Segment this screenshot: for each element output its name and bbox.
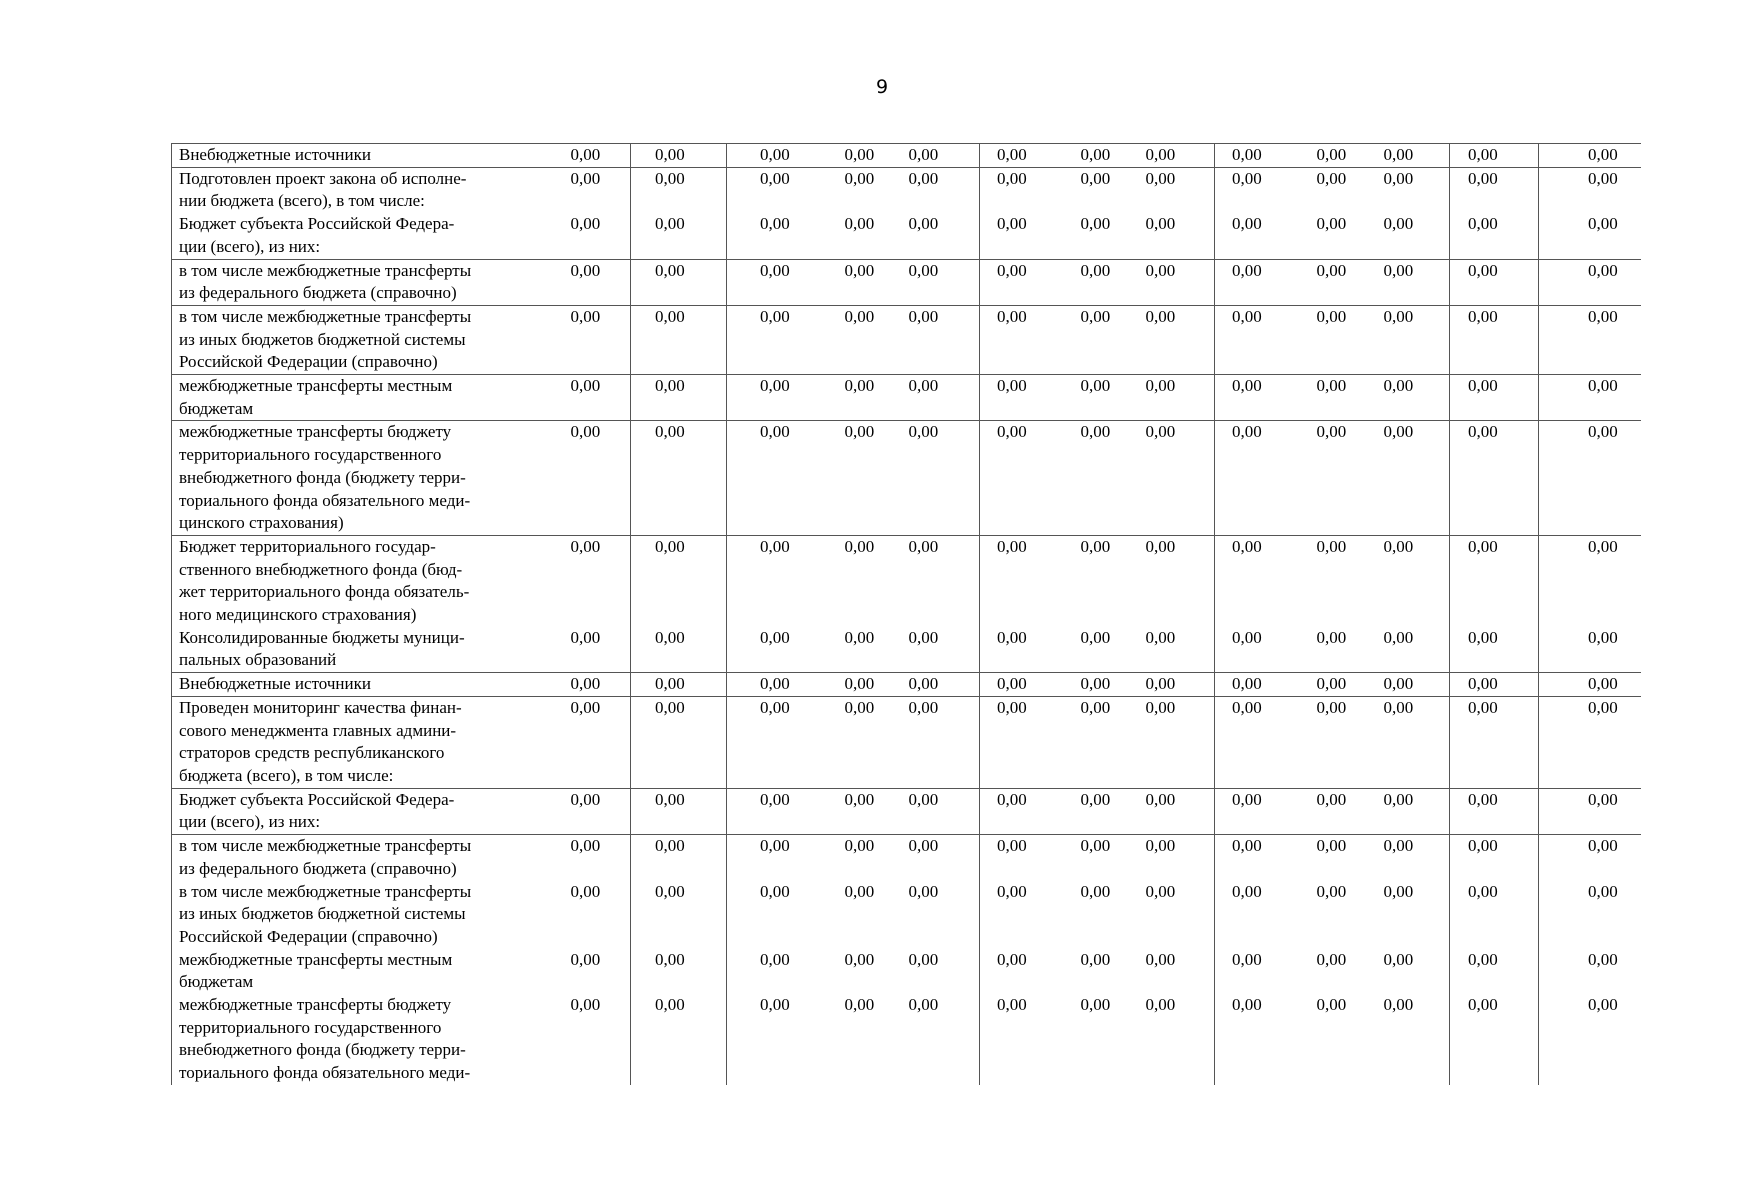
value-cell: 0,00	[1450, 167, 1539, 213]
value-cell: 0,00	[900, 421, 980, 536]
value-cell: 0,00	[570, 881, 601, 901]
value-cell: 0,00	[1372, 375, 1450, 421]
value-cell: 0,00	[631, 375, 727, 421]
value-cell: 0,00	[1539, 213, 1641, 259]
value-cell: 0,00	[570, 627, 601, 647]
value-cell: 0,00	[980, 144, 1059, 168]
table-row	[172, 835, 1641, 881]
value-cell: 0,00	[1539, 696, 1641, 788]
value-cell: 0,00	[727, 213, 823, 259]
value-cell: 0,00	[727, 259, 823, 305]
value-cell: 0,00	[1136, 259, 1215, 305]
value-cell: 0,00	[535, 421, 631, 536]
value-cell: 0,00	[535, 673, 631, 697]
value-cell: 0,00	[1372, 535, 1450, 626]
value-cell: 0,00	[727, 535, 823, 626]
value-cell: 0,00	[1539, 375, 1641, 421]
value-cell: 0,00	[1316, 881, 1347, 901]
value-cell: 0,00	[980, 167, 1059, 213]
value-cell: 0,00	[1372, 673, 1450, 697]
value-cell: 0,00	[1145, 949, 1176, 969]
value-cell: 0,00	[844, 949, 875, 969]
value-cell: 0,00	[823, 167, 900, 213]
value-cell: 0,00	[535, 535, 631, 626]
value-cell: 0,00	[980, 994, 1059, 1085]
value-cell: 0,00	[1215, 213, 1294, 259]
value-cell: 0,00	[1136, 696, 1215, 788]
value-cell: 0,00	[631, 994, 727, 1085]
value-cell: 0,00	[1383, 627, 1414, 647]
value-cell: 0,00	[1215, 788, 1294, 834]
value-cell: 0,00	[1215, 259, 1294, 305]
value-cell: 0,00	[1080, 881, 1111, 901]
value-cell: 0,00	[1450, 627, 1539, 673]
value-cell: 0,00	[1294, 167, 1372, 213]
value-cell: 0,00	[1294, 835, 1372, 881]
value-cell: 0,00	[1136, 673, 1215, 697]
table-row	[172, 421, 1641, 536]
value-cell: 0,00	[1294, 305, 1372, 374]
value-cell: 0,00	[1372, 259, 1450, 305]
value-cell: 0,00	[1450, 788, 1539, 834]
value-cell: 0,00	[1215, 994, 1294, 1085]
value-cell: 0,00	[727, 881, 823, 949]
value-cell: 0,00	[1215, 881, 1294, 949]
value-cell: 0,00	[727, 673, 823, 697]
value-cell: 0,00	[980, 696, 1059, 788]
value-cell: 0,00	[823, 144, 900, 168]
value-cell: 0,00	[1450, 994, 1539, 1085]
value-cell: 0,00	[823, 696, 900, 788]
value-cell: 0,00	[1316, 949, 1347, 969]
value-cell: 0,00	[900, 788, 980, 834]
value-cell: 0,00	[535, 696, 631, 788]
value-cell: 0,00	[1372, 696, 1450, 788]
value-cell: 0,00	[980, 949, 1059, 994]
value-cell: 0,00	[727, 305, 823, 374]
page-number: 9	[875, 76, 889, 98]
value-cell: 0,00	[1539, 673, 1641, 697]
value-cell: 0,00	[1539, 167, 1641, 213]
value-cell: 0,00	[727, 696, 823, 788]
value-cell: 0,00	[1539, 627, 1641, 673]
value-cell: 0,00	[727, 949, 823, 994]
value-cell: 0,00	[1215, 535, 1294, 626]
value-cell: 0,00	[1539, 949, 1641, 994]
row-label: Проведен мониторинг качества финан- сового менеджмента главных админи- страторов средств республиканского бюджета (всего), в том числе:	[172, 696, 535, 788]
value-cell: 0,00	[1136, 788, 1215, 834]
table-row	[172, 167, 1641, 213]
value-cell: 0,00	[631, 213, 727, 259]
value-cell: 0,00	[1294, 788, 1372, 834]
value-cell: 0,00	[908, 949, 939, 969]
value-cell: 0,00	[1136, 305, 1215, 374]
value-cell: 0,00	[1539, 421, 1641, 536]
value-cell: 0,00	[823, 421, 900, 536]
value-cell: 0,00	[1316, 995, 1347, 1015]
value-cell: 0,00	[1145, 995, 1176, 1015]
value-cell: 0,00	[631, 305, 727, 374]
value-cell: 0,00	[1059, 259, 1136, 305]
value-cell: 0,00	[823, 788, 900, 834]
budget-table	[171, 143, 1641, 1085]
row-label: межбюджетные трансферты бюджету территориального государственного внебюджетного фонда (бюджету терри- ториального фонда обязательного меди-	[172, 994, 535, 1085]
row-label: в том числе межбюджетные трансферты из федерального бюджета (справочно)	[172, 259, 535, 305]
table-row	[172, 696, 1641, 788]
value-cell: 0,00	[1383, 949, 1414, 969]
value-cell: 0,00	[1450, 305, 1539, 374]
value-cell: 0,00	[1215, 167, 1294, 213]
value-cell: 0,00	[823, 375, 900, 421]
value-cell: 0,00	[1450, 421, 1539, 536]
table-row	[172, 375, 1641, 421]
value-cell: 0,00	[1080, 995, 1111, 1015]
value-cell: 0,00	[1059, 144, 1136, 168]
value-cell: 0,00	[727, 627, 823, 673]
value-cell: 0,00	[631, 627, 727, 673]
value-cell: 0,00	[535, 167, 631, 213]
value-cell: 0,00	[1080, 627, 1111, 647]
value-cell: 0,00	[631, 835, 727, 881]
value-cell: 0,00	[980, 835, 1059, 881]
value-cell: 0,00	[1450, 881, 1539, 949]
value-cell: 0,00	[900, 375, 980, 421]
value-cell: 0,00	[900, 696, 980, 788]
value-cell: 0,00	[980, 259, 1059, 305]
value-cell: 0,00	[908, 881, 939, 901]
value-cell: 0,00	[980, 421, 1059, 536]
table-row	[172, 627, 1641, 673]
value-cell: 0,00	[727, 375, 823, 421]
value-cell: 0,00	[1372, 167, 1450, 213]
value-cell: 0,00	[1539, 788, 1641, 834]
value-cell: 0,00	[1136, 535, 1215, 626]
value-cell: 0,00	[1136, 375, 1215, 421]
table-row	[172, 788, 1641, 834]
value-cell: 0,00	[900, 835, 980, 881]
value-cell: 0,00	[1145, 627, 1176, 647]
value-cell: 0,00	[980, 375, 1059, 421]
table-row	[172, 259, 1641, 305]
value-cell: 0,00	[1383, 881, 1414, 901]
value-cell: 0,00	[1059, 835, 1136, 881]
value-cell: 0,00	[1059, 167, 1136, 213]
value-cell: 0,00	[1136, 167, 1215, 213]
value-cell: 0,00	[1294, 535, 1372, 626]
value-cell: 0,00	[1450, 259, 1539, 305]
value-cell: 0,00	[727, 994, 823, 1085]
value-cell: 0,00	[727, 835, 823, 881]
row-label: в том числе межбюджетные трансферты из иных бюджетов бюджетной системы Российской Федерации (справочно)	[172, 881, 535, 949]
value-cell: 0,00	[535, 375, 631, 421]
value-cell: 0,00	[1294, 673, 1372, 697]
value-cell: 0,00	[1383, 214, 1414, 234]
value-cell: 0,00	[900, 535, 980, 626]
value-cell: 0,00	[727, 167, 823, 213]
value-cell: 0,00	[908, 214, 939, 234]
value-cell: 0,00	[570, 214, 601, 234]
value-cell: 0,00	[1215, 696, 1294, 788]
value-cell: 0,00	[1080, 214, 1111, 234]
value-cell: 0,00	[1450, 144, 1539, 168]
value-cell: 0,00	[1294, 375, 1372, 421]
value-cell: 0,00	[631, 167, 727, 213]
value-cell: 0,00	[1450, 949, 1539, 994]
row-label: в том числе межбюджетные трансферты из федерального бюджета (справочно)	[172, 835, 535, 881]
value-cell: 0,00	[900, 144, 980, 168]
value-cell: 0,00	[823, 535, 900, 626]
value-cell: 0,00	[1215, 421, 1294, 536]
value-cell: 0,00	[980, 627, 1059, 673]
value-cell: 0,00	[631, 788, 727, 834]
value-cell: 0,00	[980, 535, 1059, 626]
value-cell: 0,00	[1136, 835, 1215, 881]
row-label: Бюджет субъекта Российской Федера- ции (всего), из них:	[172, 788, 535, 834]
value-cell: 0,00	[1450, 696, 1539, 788]
value-cell: 0,00	[535, 788, 631, 834]
value-cell: 0,00	[1539, 144, 1641, 168]
value-cell: 0,00	[980, 788, 1059, 834]
table-row	[172, 213, 1641, 259]
row-label: Внебюджетные источники	[172, 673, 535, 697]
value-cell: 0,00	[727, 788, 823, 834]
value-cell: 0,00	[908, 995, 939, 1015]
budget-table-container	[171, 143, 1618, 1083]
value-cell: 0,00	[823, 835, 900, 881]
value-cell: 0,00	[980, 881, 1059, 949]
value-cell: 0,00	[1145, 881, 1176, 901]
value-cell: 0,00	[1539, 305, 1641, 374]
value-cell: 0,00	[980, 305, 1059, 374]
value-cell: 0,00	[1316, 214, 1347, 234]
value-cell: 0,00	[1539, 535, 1641, 626]
value-cell: 0,00	[1383, 995, 1414, 1015]
value-cell: 0,00	[1294, 144, 1372, 168]
row-label: Внебюджетные источники	[172, 144, 535, 168]
value-cell: 0,00	[1450, 375, 1539, 421]
value-cell: 0,00	[1215, 835, 1294, 881]
value-cell: 0,00	[1059, 535, 1136, 626]
value-cell: 0,00	[900, 673, 980, 697]
value-cell: 0,00	[1059, 696, 1136, 788]
value-cell: 0,00	[631, 535, 727, 626]
value-cell: 0,00	[1145, 214, 1176, 234]
value-cell: 0,00	[1294, 259, 1372, 305]
value-cell: 0,00	[570, 995, 601, 1015]
value-cell: 0,00	[1450, 673, 1539, 697]
value-cell: 0,00	[1294, 696, 1372, 788]
value-cell: 0,00	[900, 259, 980, 305]
value-cell: 0,00	[631, 949, 727, 994]
value-cell: 0,00	[1450, 535, 1539, 626]
value-cell: 0,00	[908, 627, 939, 647]
value-cell: 0,00	[1059, 305, 1136, 374]
table-row	[172, 535, 1641, 626]
value-cell: 0,00	[1215, 627, 1294, 673]
value-cell: 0,00	[980, 673, 1059, 697]
value-cell: 0,00	[1372, 305, 1450, 374]
value-cell: 0,00	[900, 167, 980, 213]
value-cell: 0,00	[1059, 375, 1136, 421]
value-cell: 0,00	[1215, 144, 1294, 168]
row-label: Бюджет субъекта Российской Федера- ции (всего), из них:	[172, 213, 535, 259]
value-cell: 0,00	[570, 949, 601, 969]
value-cell: 0,00	[1372, 835, 1450, 881]
table-row	[172, 305, 1641, 374]
table-row	[172, 881, 1641, 949]
value-cell: 0,00	[1539, 881, 1641, 949]
value-cell: 0,00	[631, 144, 727, 168]
value-cell: 0,00	[1316, 627, 1347, 647]
value-cell: 0,00	[1215, 949, 1294, 994]
value-cell: 0,00	[1450, 213, 1539, 259]
value-cell: 0,00	[1372, 788, 1450, 834]
row-label: межбюджетные трансферты местным бюджетам	[172, 375, 535, 421]
row-label: Консолидированные бюджеты муници- пальных образований	[172, 627, 535, 673]
value-cell: 0,00	[535, 259, 631, 305]
value-cell: 0,00	[631, 881, 727, 949]
value-cell: 0,00	[535, 305, 631, 374]
value-cell: 0,00	[1539, 259, 1641, 305]
value-cell: 0,00	[535, 835, 631, 881]
value-cell: 0,00	[631, 259, 727, 305]
value-cell: 0,00	[1080, 949, 1111, 969]
value-cell: 0,00	[1450, 835, 1539, 881]
value-cell: 0,00	[631, 673, 727, 697]
value-cell: 0,00	[1372, 144, 1450, 168]
value-cell: 0,00	[1215, 375, 1294, 421]
value-cell: 0,00	[1372, 421, 1450, 536]
value-cell: 0,00	[900, 305, 980, 374]
table-row	[172, 144, 1641, 168]
value-cell: 0,00	[980, 213, 1059, 259]
row-label: в том числе межбюджетные трансферты из иных бюджетов бюджетной системы Российской Федерации (справочно)	[172, 305, 535, 374]
row-label: Подготовлен проект закона об исполне- нии бюджета (всего), в том числе:	[172, 167, 535, 213]
value-cell: 0,00	[727, 421, 823, 536]
value-cell: 0,00	[535, 144, 631, 168]
table-row	[172, 949, 1641, 994]
value-cell: 0,00	[1136, 421, 1215, 536]
value-cell: 0,00	[1215, 673, 1294, 697]
value-cell: 0,00	[823, 673, 900, 697]
value-cell: 0,00	[844, 995, 875, 1015]
value-cell: 0,00	[844, 214, 875, 234]
value-cell: 0,00	[1294, 421, 1372, 536]
value-cell: 0,00	[1059, 673, 1136, 697]
value-cell: 0,00	[1059, 421, 1136, 536]
value-cell: 0,00	[1136, 144, 1215, 168]
value-cell: 0,00	[727, 144, 823, 168]
value-cell: 0,00	[823, 259, 900, 305]
value-cell: 0,00	[1059, 788, 1136, 834]
value-cell: 0,00	[1539, 994, 1641, 1085]
value-cell: 0,00	[844, 881, 875, 901]
row-label: межбюджетные трансферты бюджету территориального государственного внебюджетного фонда (бюджету терри- ториального фонда обязательного меди- цинского страхования)	[172, 421, 535, 536]
value-cell: 0,00	[823, 305, 900, 374]
value-cell: 0,00	[631, 696, 727, 788]
value-cell: 0,00	[844, 627, 875, 647]
table-row	[172, 994, 1641, 1085]
table-row	[172, 673, 1641, 697]
value-cell: 0,00	[1215, 305, 1294, 374]
row-label: межбюджетные трансферты местным бюджетам	[172, 949, 535, 994]
value-cell: 0,00	[1539, 835, 1641, 881]
row-label: Бюджет территориального государ- ственного внебюджетного фонда (бюд- жет территориального фонда обязатель- ного медицинского страхования)	[172, 535, 535, 626]
value-cell: 0,00	[631, 421, 727, 536]
